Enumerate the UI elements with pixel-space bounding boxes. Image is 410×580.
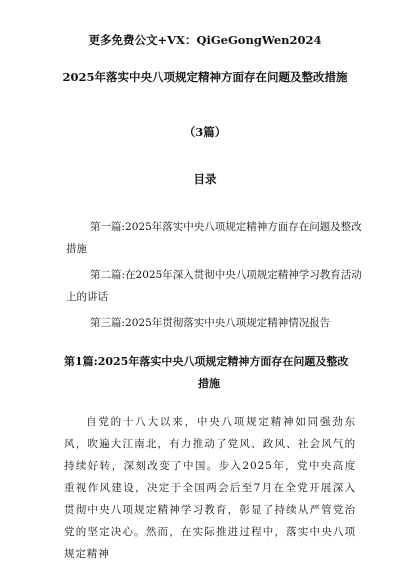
- section-body-paragraph: 自党的十八大以来，中央八项规定精神如同强劲东风，吹遍大江南北，有力推动了党风、政风、社会风气的持续好转，深刻改变了中国。步入2025年，党中央高度重视作风建设，决定于全国两会后至7月在全党开展深入贯彻中央八项规定精神学习教育，彰显了持续从严管党治党的坚定决心。然而，在实际推进过程中，落实中央八项规定精神: [64, 416, 356, 560]
- promo-header: 更多免费公文+VX：QiGeGongWen2024: [88, 33, 322, 47]
- toc-item-3: 第三篇:2025年贯彻落实中央八项规定精神情况报告: [90, 317, 331, 329]
- toc-item-2: 第二篇:在2025年深入贯彻中央八项规定精神学习教育活动上的讲话: [66, 269, 362, 303]
- toc-heading: 目录: [193, 172, 217, 186]
- section-title: [64, 351, 354, 395]
- section-title-line1: 第1篇:2025年落实中央八项规定精神方面存在问题及整改: [64, 355, 349, 368]
- section-title-line2: 措施: [198, 377, 220, 390]
- toc-item-1: 第一篇:2025年落实中央八项规定精神方面存在问题及整改措施: [66, 221, 362, 255]
- piece-count: （3篇）: [183, 125, 227, 139]
- table-of-contents: [66, 216, 366, 338]
- document-title: 2025年落实中央八项规定精神方面存在问题及整改措施: [62, 70, 348, 84]
